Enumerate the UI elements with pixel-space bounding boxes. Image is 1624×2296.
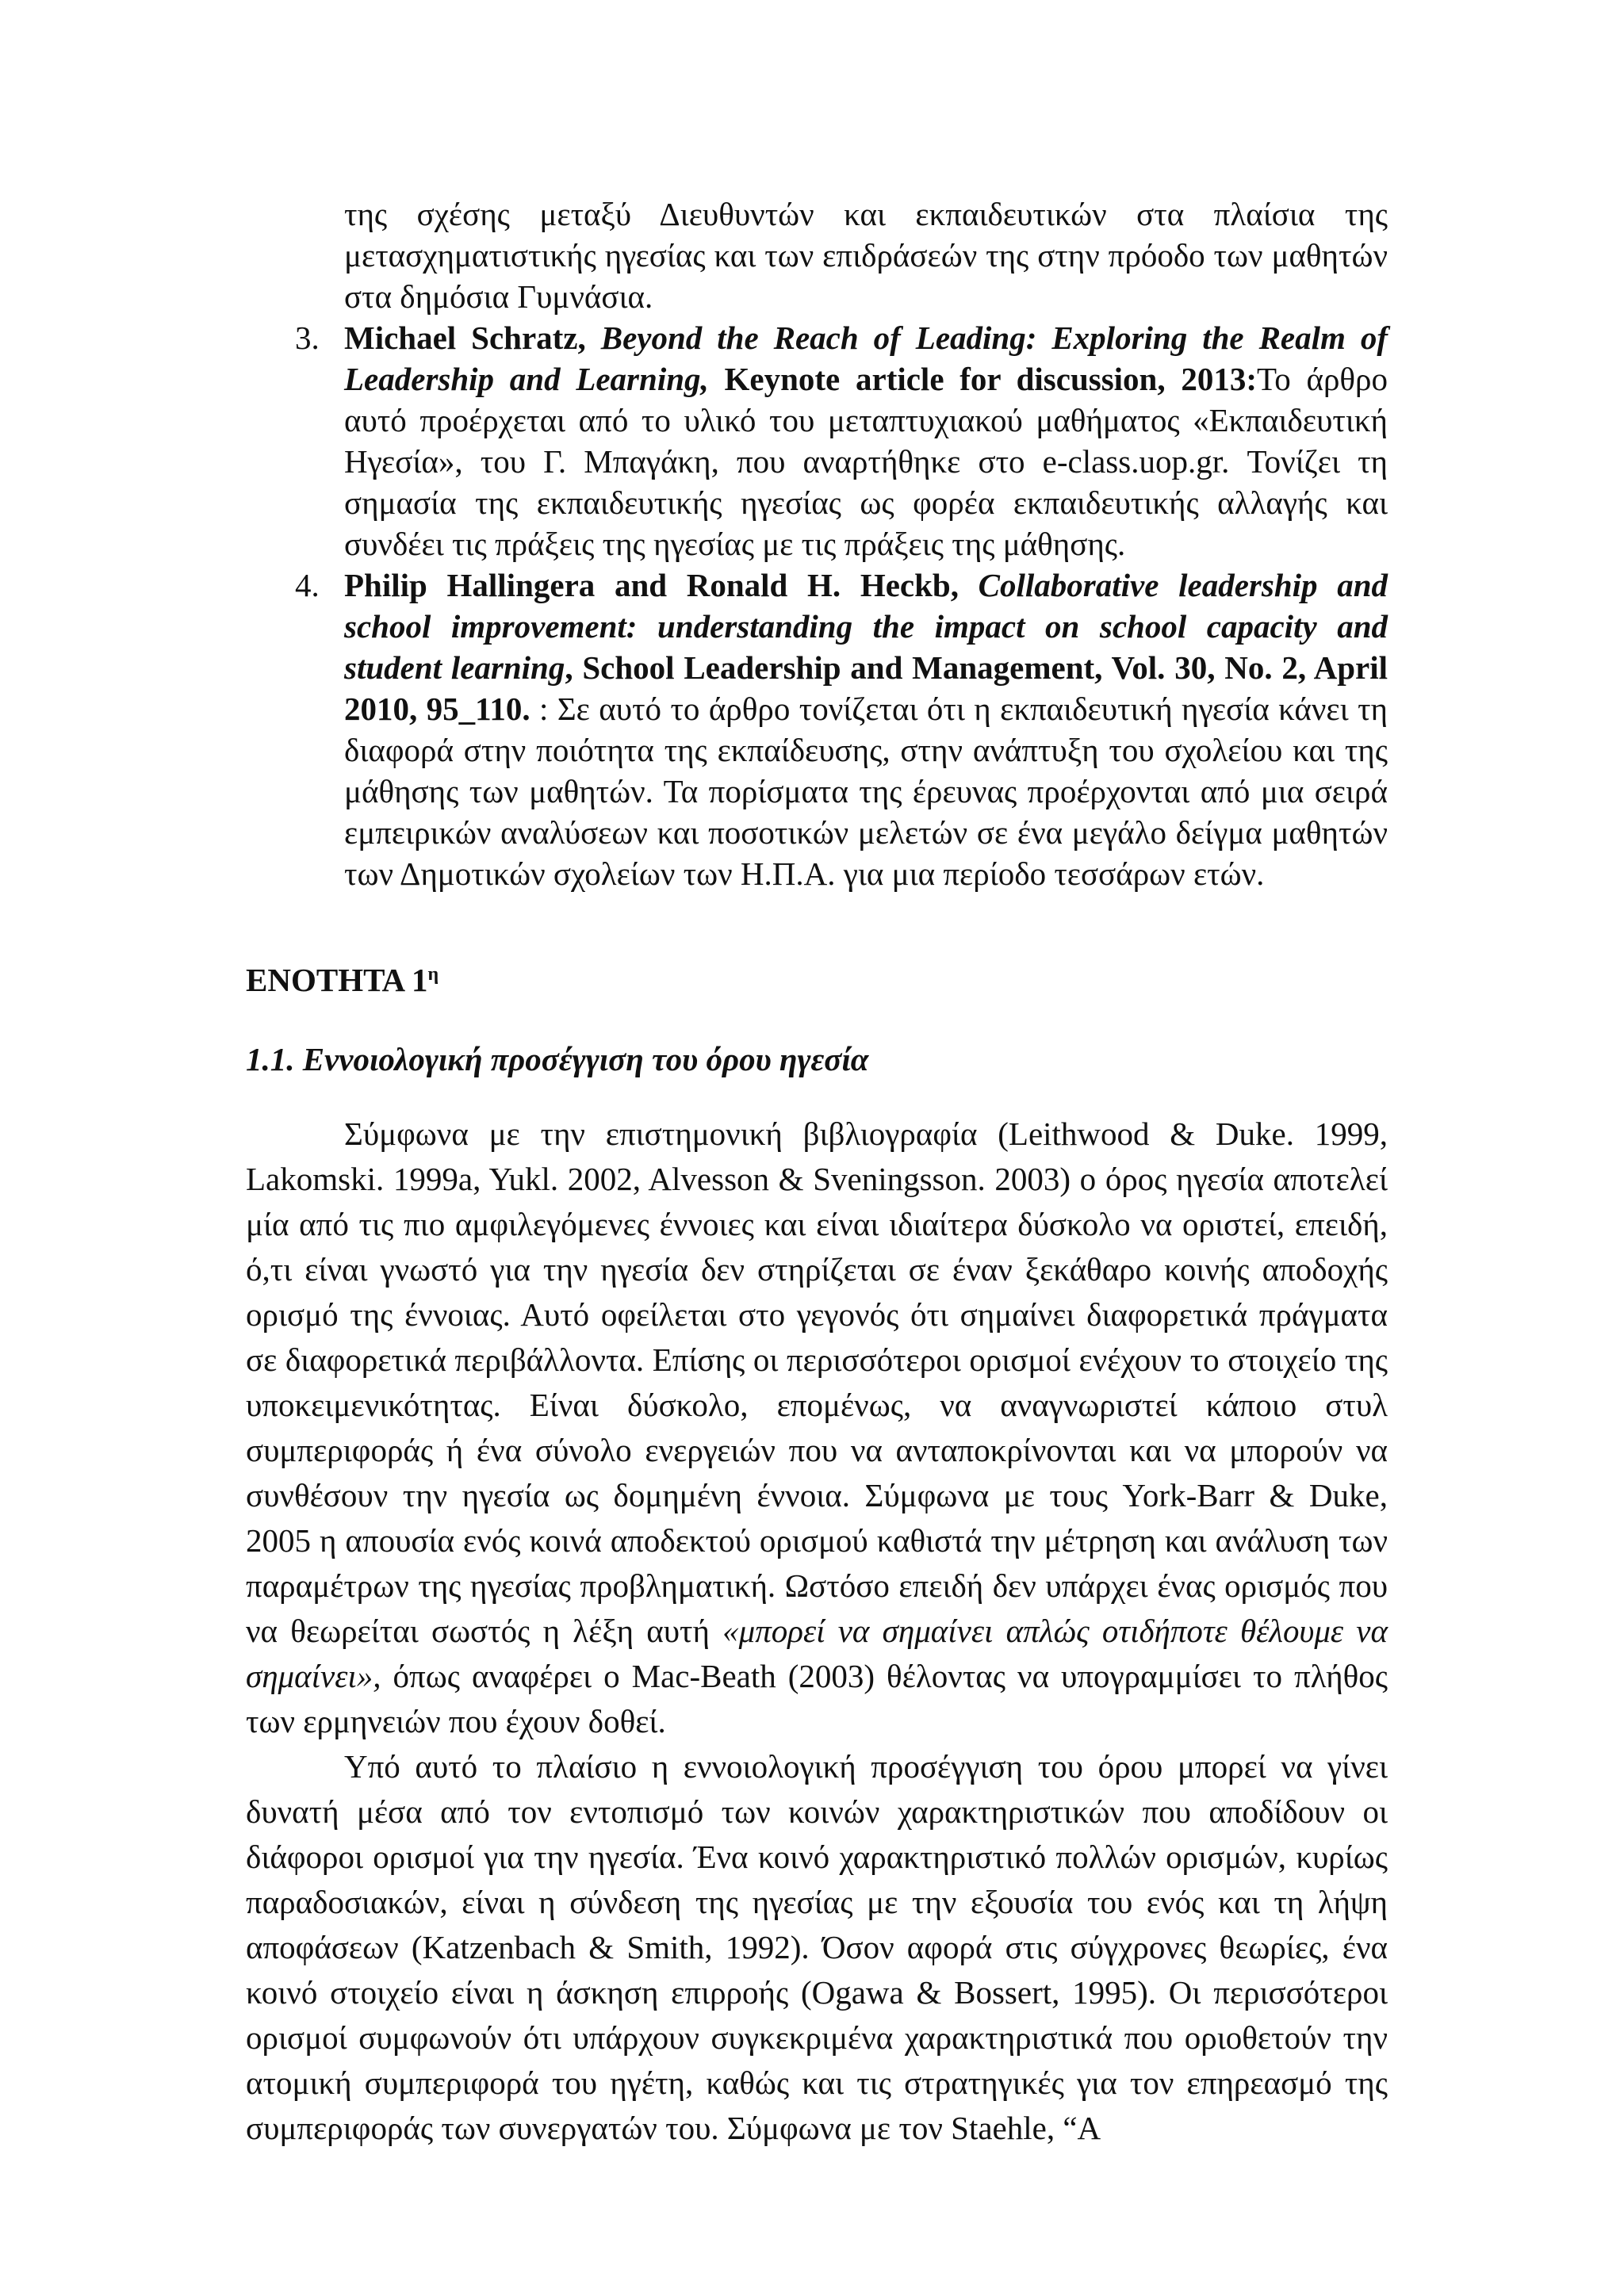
reference-title: Beyond the Reach of Leading: Exploring the Realm of Leadership and Learning, — [344, 320, 1388, 397]
paragraph: Υπό αυτό το πλαίσιο η εννοιολογική προσέγγιση του όρου μπορεί να γίνει δυνατή μέσα από τον εντοπισμό των κοινών χαρακτηριστικών που αποδίδουν οι διάφοροι ορισμοί για την ηγεσία. Ένα κοινό χαρακτηριστικό πολλών ορισμών, κυρίως παραδοσιακών, είναι η σύνδεση της ηγεσίας με την εξουσία του ενός και τη λήψη αποφάσεων (Katzenbach & Smith, 1992). Όσον αφορά στις σύγχρονες θεωρίες, ένα κοινό στοιχείο είναι η άσκηση επιρροής (Ogawa & Bossert, 1995). Οι περισσότεροι ορισμοί συμφωνούν ότι υπάρχουν συγκεκριμένα χαρακτηριστικά που οριοθετούν την ατομική συμπεριφορά του ηγέτη, καθώς και τις στρατηγικές για τον επηρεασμό της συμπεριφοράς των συνεργατών του. Σύμφωνα με τον Staehle, “A — [246, 1748, 1388, 2146]
list-item-number: 3. — [295, 320, 320, 356]
section-heading-superscript: η — [427, 964, 439, 985]
reference-source: Keynote article for discussion, 2013: — [724, 361, 1257, 397]
paragraph-text: Σύμφωνα με την επιστημονική βιβλιογραφία (Leithwood & Duke. 1999, Lakomski. 1999a, Yukl. 2002, Alvesson & Sveningsson. 2003) ο όρος ηγεσία αποτελεί μία από τις πιο αμφιλεγόμενες έννοιες και είναι ιδιαίτερα δύσκολο να οριστεί, επειδή, ό,τι είναι γνωστό για την ηγεσία δεν στηρίζεται σε έναν ξεκάθαρο κοινής αποδοχής ορισμό της έννοιας. Αυτό οφείλεται στο γεγονός ότι σημαίνει διαφορετικά πράγματα σε διαφορετικά περιβάλλοντα. Επίσης οι περισσότεροι ορισμοί ενέχουν το στοιχείο της υποκειμενικότητας. Είναι δύσκολο, επομένως, να αναγνωριστεί κάποιο στυλ συμπεριφοράς ή ένα σύνολο ενεργειών που να ανταποκρίνονται και να μπορούν να συνθέσουν την ηγεσία ως δομημένη έννοια. Σύμφωνα με τους York-Barr & Duke, 2005 η απουσία ενός κοινά αποδεκτού ορισμού καθιστά την μέτρηση και ανάλυση των παραμέτρων της ηγεσίας προβληματική. Ωστόσο επειδή δεν υπάρχει ένας ορισμός που να θεωρείται σωστός η λέξη αυτή — [246, 1115, 1388, 1649]
section-heading — [246, 954, 439, 1001]
list-item-number: 4. — [295, 567, 320, 603]
paragraph-text: όπως αναφέρει ο Mac-Beath (2003) θέλοντας να υπογραμμίσει το πλήθος των ερμηνειών που έχουν δοθεί. — [246, 1658, 1388, 1739]
italic-quote: «μπορεί να σημαίνει απλώς οτιδήποτε θέλουμε να σημαίνει», — [246, 1613, 1388, 1694]
list-item-text: : Σε αυτό το άρθρο τονίζεται ότι η εκπαιδευτική ηγεσία κάνει τη διαφορά στην ποιότητα της εκπαίδευσης, στην ανάπτυξη του σχολείου και της μάθησης των μαθητών. Τα πορίσματα της έρευνας προέρχονται από μια σειρά εμπειρικών αναλύσεων και ποσοτικών μελετών σε ένα μεγάλο δείγμα μαθητών των Δημοτικών σχολείων των Η.Π.Α. για μια περίοδο τεσσάρων ετών. — [344, 691, 1388, 892]
list-item — [295, 317, 1388, 564]
section-heading-text: ΕΝΟΤΗΤΑ 1 — [246, 962, 428, 998]
list-item — [295, 564, 1388, 894]
reference-list — [295, 193, 1388, 894]
reference-source: , School Leadership and Management, Vol. 30, No. 2, April 2010, 95_110. — [344, 649, 1388, 727]
list-item — [344, 193, 1388, 317]
list-item-text: της σχέσης μεταξύ Διευθυντών και εκπαιδευτικών στα πλαίσια της μετασχηματιστικής ηγεσίας και των επιδράσεών της στην πρόοδο των μαθητών στα δημόσια Γυμνάσια. — [344, 196, 1388, 315]
body-text — [246, 1112, 1388, 2151]
reference-author: Philip Hallingera and Ronald H. Heckb, — [344, 567, 959, 603]
reference-title: Collaborative leadership and school improvement: understanding the impact on school capacity and student learning — [344, 567, 1388, 686]
subsection-heading: 1.1. Εννοιολογική προσέγγιση του όρου ηγεσία — [246, 1041, 869, 1077]
paragraph — [246, 1112, 1388, 1744]
list-item-text: Το άρθρο αυτό προέρχεται από το υλικό του μεταπτυχιακού μαθήματος «Εκπαιδευτική Ηγεσία», του Γ. Μπαγάκη, που αναρτήθηκε στο e-class.uop.gr. Τονίζει τη σημασία της εκπαιδευτικής ηγεσίας ως φορέα εκπαιδευτικής αλλαγής και συνδέει τις πράξεις της ηγεσίας με τις πράξεις της μάθησης. — [344, 361, 1388, 562]
reference-author: Michael Schratz, — [344, 320, 586, 356]
